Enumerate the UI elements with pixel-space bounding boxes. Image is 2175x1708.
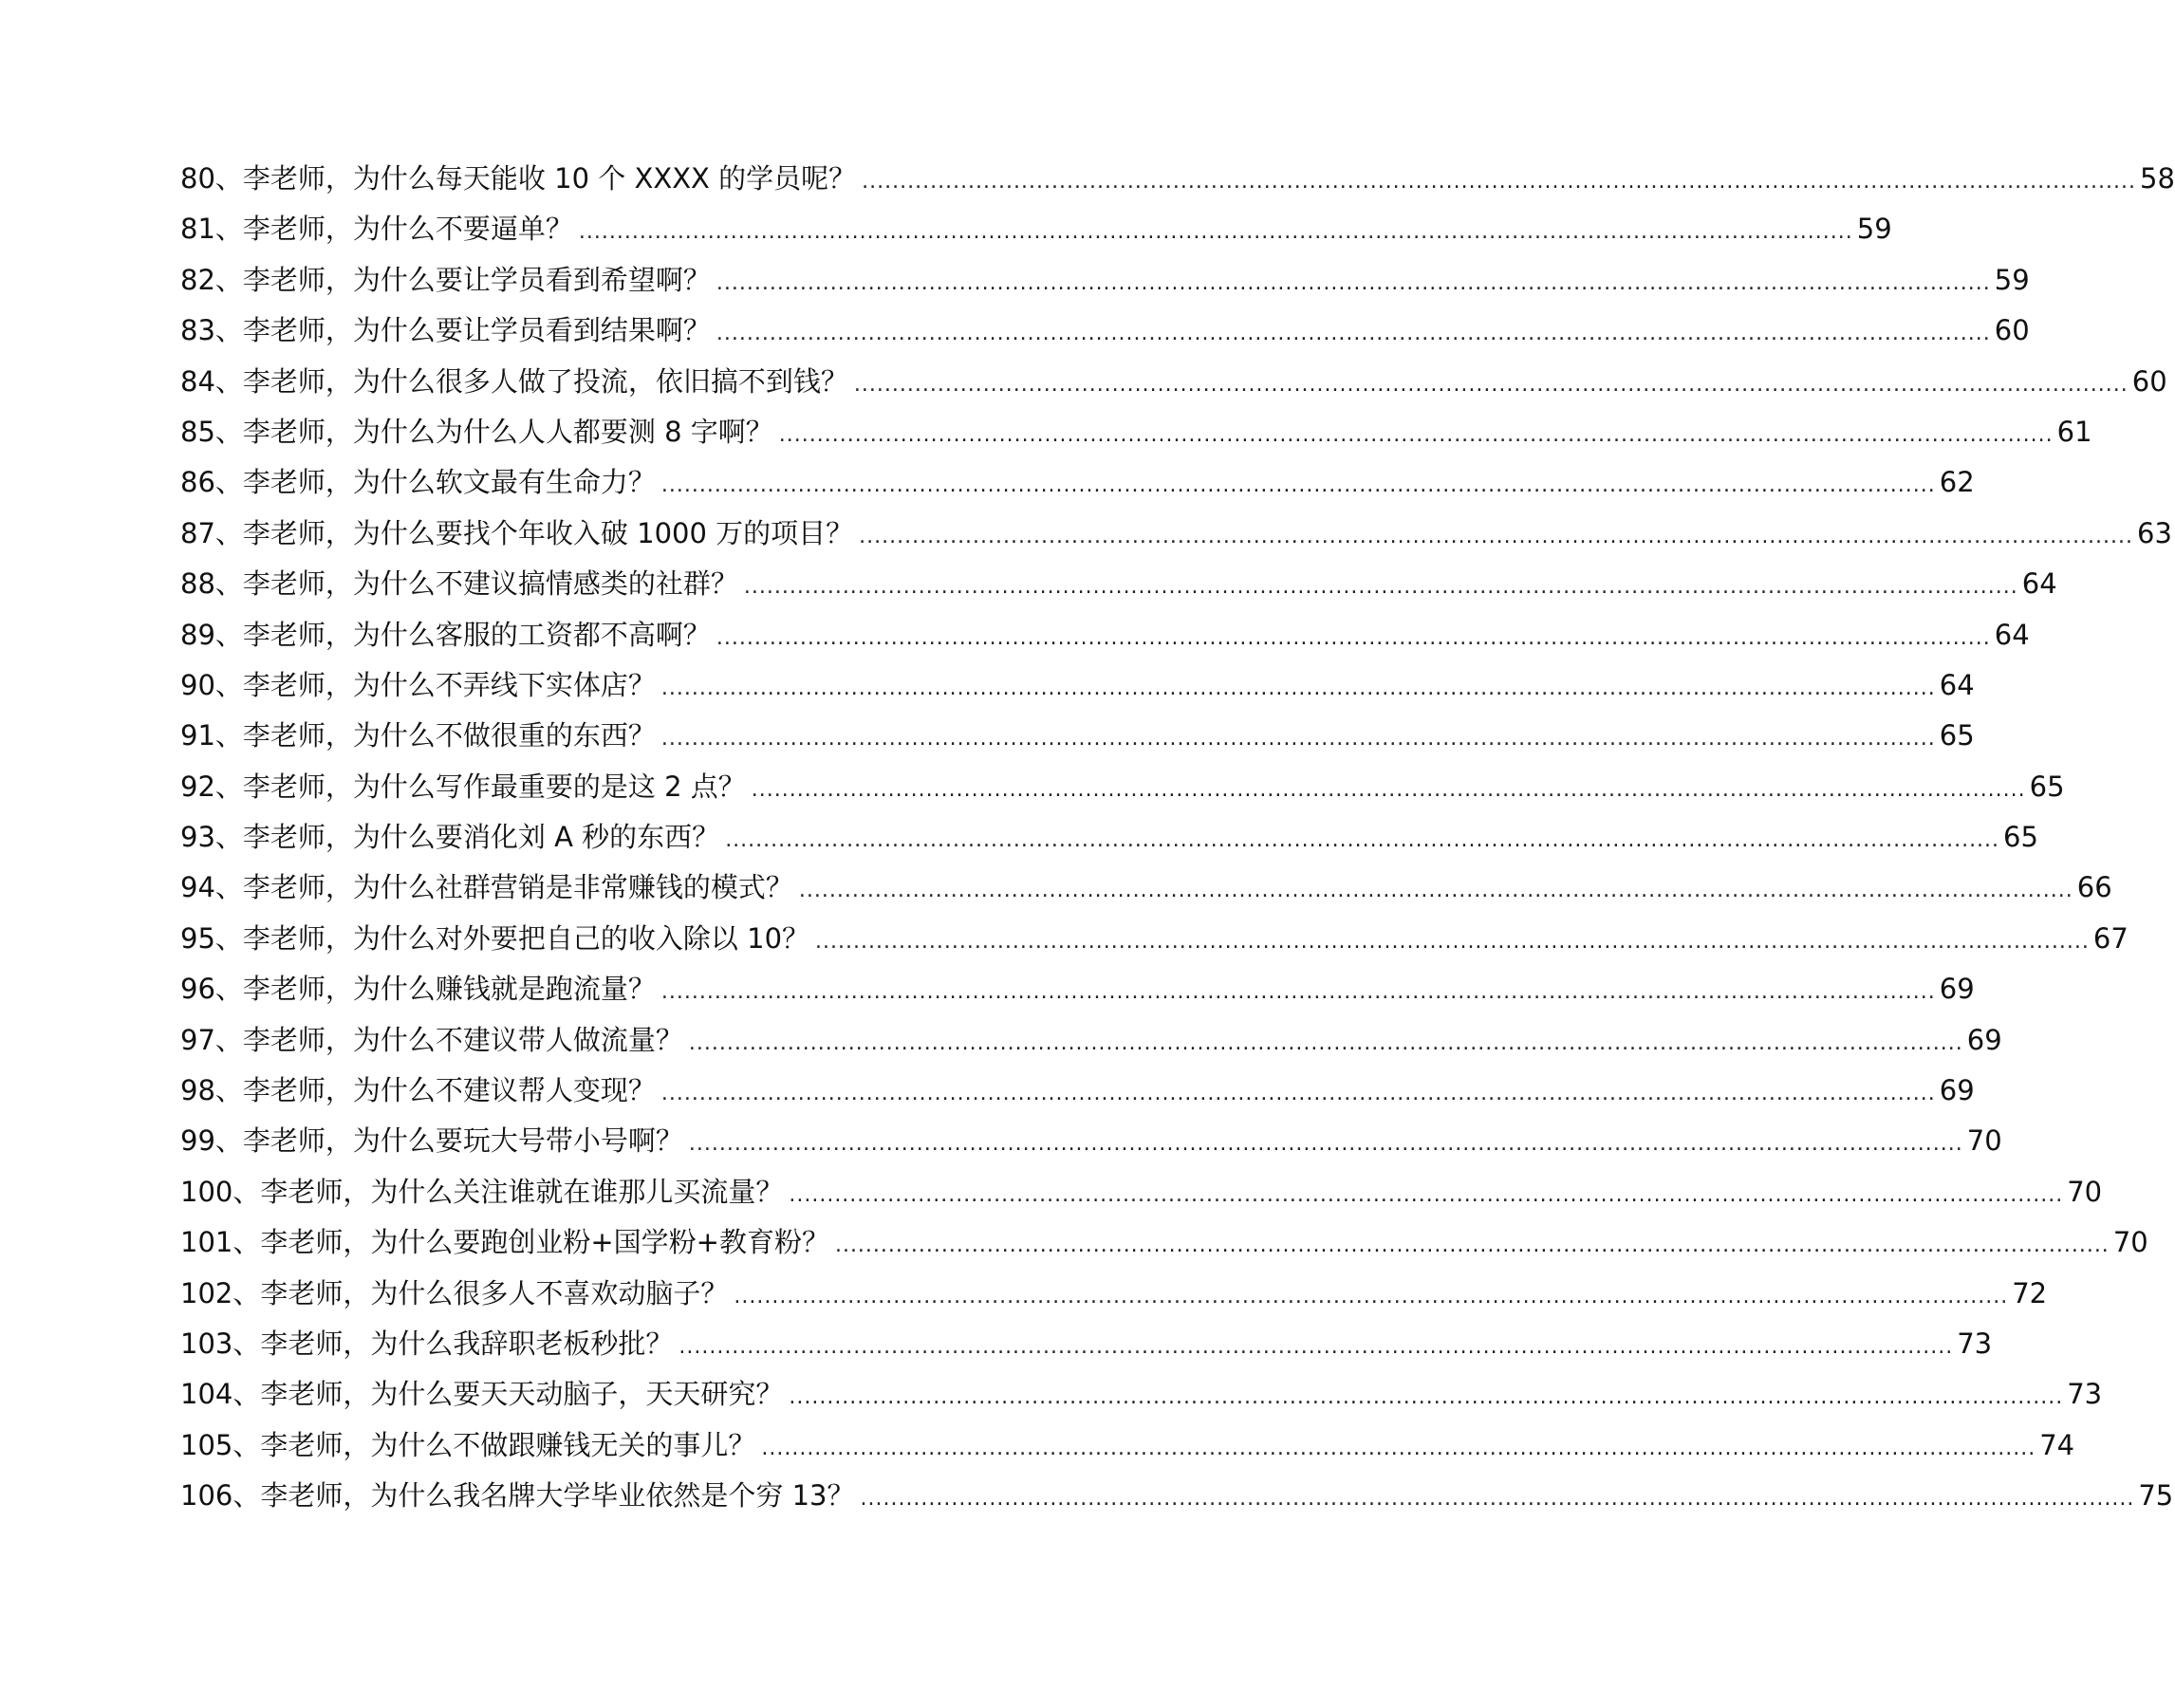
toc-entry-title: 85、李老师，为什么为什么人人都要测 8 字啊？: [180, 415, 773, 448]
dot-leader: [689, 1018, 1963, 1068]
toc-page-number: 62: [1939, 466, 1975, 499]
toc-entry[interactable]: [180, 660, 1975, 711]
toc-entry-title: 106、李老师，为什么我名牌大学毕业依然是个穷 13？: [180, 1479, 855, 1513]
toc-entry-title: 96、李老师，为什么赚钱就是跑流量？: [180, 973, 656, 1006]
toc-entry[interactable]: [180, 306, 2030, 356]
toc-entry-title: 91、李老师，为什么不做很重的东西？: [180, 719, 656, 752]
dot-leader: [661, 1068, 1936, 1119]
toc-page-number: 73: [2067, 1378, 2103, 1411]
dot-leader: [859, 511, 2133, 562]
toc-page-number: 70: [1966, 1124, 2002, 1158]
toc-entry[interactable]: [180, 762, 2065, 812]
toc-entry-title: 97、李老师，为什么不建议带人做流量？: [180, 1023, 683, 1056]
toc-page-number: 73: [1957, 1327, 1993, 1360]
toc-entry-title: 98、李老师，为什么不建议帮人变现？: [180, 1074, 656, 1107]
toc-entry[interactable]: [180, 1269, 2048, 1319]
toc-entry[interactable]: [180, 509, 2172, 559]
dot-leader: [789, 1372, 2063, 1422]
toc-page-number: 59: [1856, 213, 1892, 246]
toc-entry-title: 86、李老师，为什么软文最有生命力？: [180, 466, 656, 499]
toc-page-number: 63: [2137, 516, 2172, 549]
toc-entry-title: 100、李老师，为什么关注谁就在谁那儿买流量？: [180, 1175, 784, 1208]
toc-entry[interactable]: [180, 1369, 2103, 1420]
toc-entry-title: 104、李老师，为什么要天天动脑子，天天研究？: [180, 1378, 784, 1411]
toc-entry-title: 92、李老师，为什么写作最重要的是这 2 点？: [180, 770, 746, 803]
table-of-contents: [180, 154, 2175, 1522]
dot-leader: [744, 562, 2018, 612]
toc-entry[interactable]: [180, 1167, 2103, 1217]
toc-page-number: 69: [1966, 1023, 2002, 1056]
toc-page-number: 61: [2056, 415, 2092, 448]
toc-page-number: 70: [2112, 1226, 2148, 1259]
toc-entry-title: 90、李老师，为什么不弄线下实体店？: [180, 668, 656, 701]
dot-leader: [779, 410, 2054, 460]
dot-leader: [716, 258, 1991, 308]
toc-entry[interactable]: [180, 154, 2175, 204]
toc-page-number: 67: [2092, 921, 2129, 955]
dot-leader: [716, 308, 1991, 359]
toc-entry-title: 102、李老师，为什么很多人不喜欢动脑子？: [180, 1276, 729, 1309]
dot-leader: [815, 917, 2090, 967]
toc-entry[interactable]: [180, 255, 2030, 306]
toc-entry[interactable]: [180, 357, 2167, 407]
toc-page-number: 64: [1994, 618, 2030, 651]
dot-leader: [752, 765, 2026, 815]
toc-page-number: 59: [1994, 263, 2030, 296]
toc-entry[interactable]: [180, 559, 2057, 609]
toc-entry-title: 82、李老师，为什么要让学员看到希望啊？: [180, 263, 711, 296]
toc-entry-title: 105、李老师，为什么不做跟赚钱无关的事儿？: [180, 1428, 756, 1461]
toc-entry-title: 80、李老师，为什么每天能收 10 个 XXXX 的学员呢？: [180, 162, 857, 195]
toc-page-number: 60: [1994, 314, 2030, 347]
dot-leader: [689, 1119, 1963, 1169]
toc-entry-title: 88、李老师，为什么不建议搞情感类的社群？: [180, 567, 738, 601]
dot-leader: [734, 1272, 2008, 1322]
toc-entry[interactable]: [180, 1319, 1993, 1369]
toc-entry[interactable]: [180, 407, 2092, 457]
toc-entry-title: 89、李老师，为什么客服的工资都不高啊？: [180, 618, 711, 651]
toc-entry[interactable]: [180, 610, 2030, 660]
dot-leader: [860, 1474, 2134, 1524]
dot-leader: [661, 714, 1936, 764]
toc-entry-title: 99、李老师，为什么要玩大号带小号啊？: [180, 1124, 683, 1158]
toc-page-number: 64: [2021, 567, 2057, 601]
dot-leader: [854, 360, 2129, 410]
toc-entry[interactable]: [180, 1420, 2075, 1471]
dot-leader: [862, 157, 2136, 207]
toc-page-number: 72: [2012, 1276, 2048, 1309]
toc-page-number: 70: [2067, 1175, 2103, 1208]
toc-entry-title: 93、李老师，为什么要消化刘 A 秒的东西？: [180, 821, 720, 854]
toc-entry[interactable]: [180, 812, 2038, 863]
dot-leader: [579, 207, 1853, 257]
dot-leader: [799, 865, 2073, 916]
dot-leader: [725, 815, 1999, 865]
toc-entry[interactable]: [180, 711, 1975, 761]
toc-page-number: 58: [2140, 162, 2175, 195]
dot-leader: [761, 1423, 2036, 1474]
toc-entry[interactable]: [180, 1217, 2148, 1268]
toc-entry[interactable]: [180, 1471, 2174, 1521]
toc-entry-title: 84、李老师，为什么很多人做了投流，依旧搞不到钱？: [180, 364, 848, 398]
dot-leader: [716, 613, 1991, 663]
toc-entry-title: 103、李老师，为什么我辞职老板秒批？: [180, 1327, 674, 1360]
toc-page-number: 65: [2029, 770, 2065, 803]
toc-page-number: 66: [2076, 871, 2112, 904]
dot-leader: [661, 460, 1936, 511]
toc-entry[interactable]: [180, 863, 2112, 913]
toc-entry[interactable]: [180, 964, 1975, 1014]
dot-leader: [661, 967, 1936, 1017]
toc-page-number: 60: [2131, 364, 2167, 398]
toc-entry[interactable]: [180, 1116, 2002, 1166]
toc-entry-title: 95、李老师，为什么对外要把自己的收入除以 10？: [180, 921, 810, 955]
toc-page-number: 74: [2039, 1428, 2075, 1461]
toc-entry-title: 81、李老师，为什么不要逼单？: [180, 213, 573, 246]
toc-entry-title: 87、李老师，为什么要找个年收入破 1000 万的项目？: [180, 516, 854, 549]
toc-page-number: 65: [2003, 821, 2038, 854]
toc-page-number: 75: [2138, 1479, 2174, 1513]
toc-entry-title: 101、李老师，为什么要跑创业粉+国学粉+教育粉？: [180, 1226, 829, 1259]
toc-page-number: 69: [1939, 973, 1975, 1006]
dot-leader: [679, 1322, 1953, 1372]
toc-page-number: 64: [1939, 668, 1975, 701]
toc-entry[interactable]: [180, 1066, 1975, 1116]
dot-leader: [835, 1220, 2110, 1271]
toc-entry-title: 94、李老师，为什么社群营销是非常赚钱的模式？: [180, 871, 793, 904]
toc-entry[interactable]: [180, 914, 2129, 964]
toc-entry[interactable]: [180, 457, 1975, 508]
toc-page-number: 65: [1939, 719, 1975, 752]
toc-entry[interactable]: [180, 1015, 2002, 1066]
dot-leader: [789, 1170, 2063, 1220]
toc-entry-title: 83、李老师，为什么要让学员看到结果啊？: [180, 314, 711, 347]
toc-page-number: 69: [1939, 1074, 1975, 1107]
dot-leader: [661, 663, 1936, 714]
toc-entry[interactable]: [180, 204, 1892, 254]
